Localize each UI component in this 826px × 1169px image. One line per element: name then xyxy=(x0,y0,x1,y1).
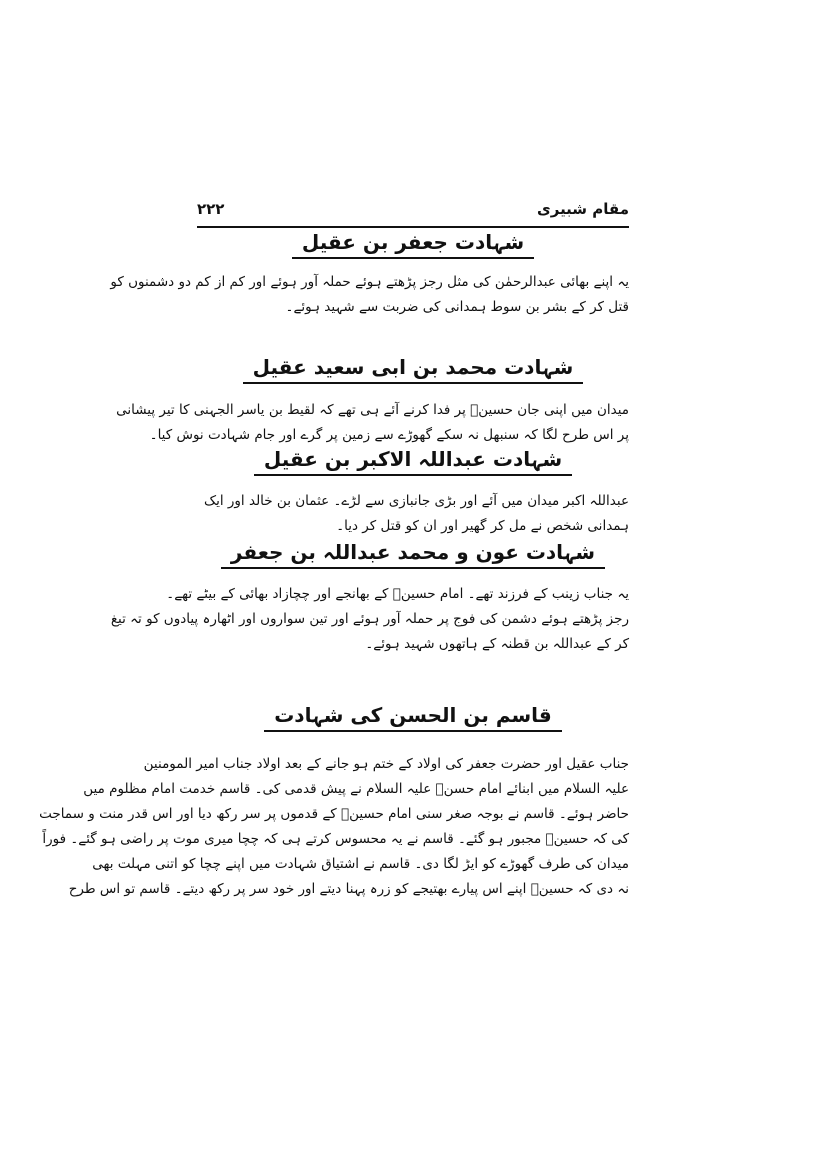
section-text-abdullah-akbar xyxy=(197,489,629,539)
text-line: جناب عقیل اور حضرت جعفر کی اولاد کے ختم ہو جانے کے بعد اولاد جناب امیر المومنین xyxy=(143,756,629,772)
text-line: کی کہ حسینؑ مجبور ہو گئے۔ قاسم نے یہ محسوس کرتے ہی کہ چچا میری موت پر راضی ہو گئے۔ فوراً xyxy=(42,831,629,847)
text-line: پر اس طرح لگا کہ سنبھل نہ سکے گھوڑے سے زمین پر گرے اور جام شہادت نوش کیا۔ xyxy=(149,427,629,443)
text-line: رجز پڑھتے ہوئے دشمن کی فوج پر حملہ آور ہوئے اور تین سواروں اور اٹھارہ پیادوں کو تہ تیغ xyxy=(110,611,629,627)
text-line: عبداللہ اکبر میدان میں آئے اور بڑی جانبازی سے لڑے۔ عثمان بن خالد اور ایک xyxy=(204,493,629,509)
section-text-aun-muhammad xyxy=(110,582,629,657)
text-line: یہ اپنے بھائی عبدالرحمٰن کی مثل رجز پڑھتے ہوئے حملہ آور ہوئے اور کم از کم دو دشمنوں کو xyxy=(110,274,629,290)
text-line: میدان کی طرف گھوڑے کو ایڑ لگا دی۔ قاسم نے اشتیاق شہادت میں اپنے چچا کو اتنی مہلت بھی xyxy=(92,856,629,872)
page-number: ۲۲۲ xyxy=(197,200,225,218)
section-heading-muhammad: شہادت محمد بن ابی سعید عقیل xyxy=(197,355,629,384)
section-heading-jafar: شہادت جعفر بن عقیل xyxy=(197,230,629,259)
section-heading-qasim: قاسم بن الحسن کی شہادت xyxy=(197,703,629,732)
section-text-qasim xyxy=(39,752,629,902)
text-line: نہ دی کہ حسینؑ اپنے اس پیارے بھتیجے کو زرہ پہنا دیتے اور خود سر پر رکھ دیتے۔ قاسم تو اس طرح xyxy=(68,881,629,897)
text-line: حاضر ہوئے۔ قاسم نے بوجہ صغر سنی امام حسینؑ کے قدموں پر سر رکھ دیا اور اس قدر منت و سماجت xyxy=(39,806,629,822)
text-line: میدان میں اپنی جان حسینؑ پر فدا کرنے آئے ہی تھے کہ لقیط بن یاسر الجہنی کا تیر پیشانی xyxy=(116,402,629,418)
section-text-jafar xyxy=(110,270,629,320)
section-text-muhammad xyxy=(116,398,629,448)
text-line: قتل کر کے بشر بن سوط ہمدانی کی ضربت سے شہید ہوئے۔ xyxy=(285,299,629,315)
text-line: علیہ السلام میں ابنائے امام حسنؑ علیہ السلام نے پیش قدمی کی۔ قاسم خدمت امام مظلوم میں xyxy=(83,781,629,797)
text-line: کر کے عبداللہ بن قطنہ کے ہاتھوں شہید ہوئے۔ xyxy=(365,636,629,652)
section-heading-aun-muhammad: شہادت عون و محمد عبداللہ بن جعفر xyxy=(197,540,629,569)
section-heading-abdullah-akbar: شہادت عبداللہ الاکبر بن عقیل xyxy=(197,447,629,476)
text-line: یہ جناب زینب کے فرزند تھے۔ امام حسینؑ کے بھانجے اور چچازاد بھائی کے بیٹے تھے۔ xyxy=(166,586,629,602)
page-header xyxy=(197,200,629,228)
text-line: ہمدانی شخص نے مل کر گھیر اور ان کو قتل کر دیا۔ xyxy=(336,518,629,534)
book-title: مقام شبیری xyxy=(536,200,629,218)
